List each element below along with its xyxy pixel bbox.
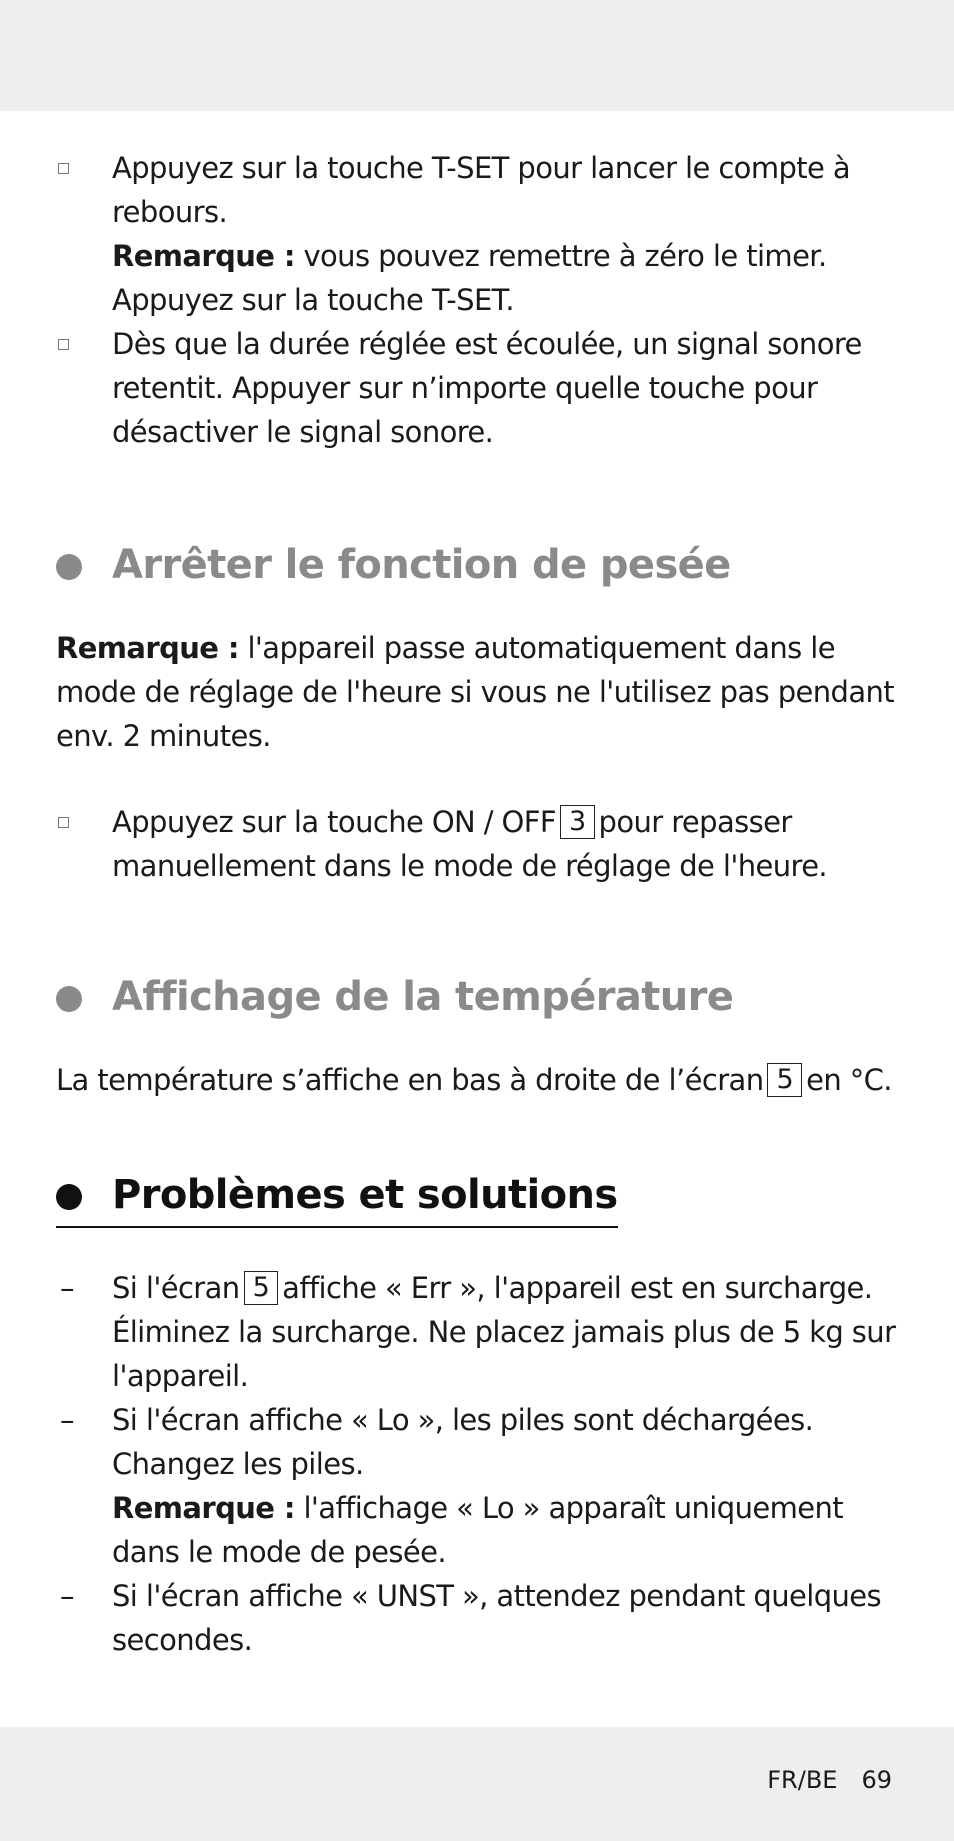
heading-text: Problèmes et solutions <box>112 1172 618 1218</box>
dash-bullet: – <box>60 1271 74 1305</box>
list-item-err <box>56 1266 912 1398</box>
note-label: Remarque : <box>112 1491 295 1525</box>
note-auto-mode <box>56 626 912 758</box>
step-text: Dès que la durée réglée est écoulée, un signal sonore retentit. Appuyer sur n’importe quelle touche pour désactiver le signal sonore. <box>112 327 862 449</box>
item-text-post: affiche « Err », l'appareil est en surcharge. Éliminez la surcharge. Ne placez jamais plus de 5 kg sur l'appareil. <box>112 1271 896 1393</box>
note-label: Remarque : <box>112 239 295 273</box>
section-heading-troubleshooting <box>56 1170 618 1228</box>
list-item-lo <box>56 1398 912 1574</box>
step-text-post: pour repasser manuellement dans le mode de réglage de l'heure. <box>112 805 828 883</box>
reference-number: 5 <box>244 1271 279 1305</box>
text-pre: La température s’affiche en bas à droite de l’écran <box>56 1063 764 1097</box>
temperature-text <box>56 1058 912 1102</box>
section-heading-temperature <box>56 972 912 1022</box>
dash-bullet: – <box>60 1403 74 1437</box>
list-item-unst <box>56 1574 912 1662</box>
note-text: vous pouvez remettre à zéro le timer. Appuyez sur la touche T-SET. <box>112 239 827 317</box>
bullet-dot-icon <box>56 1184 82 1210</box>
note-label: Remarque : <box>56 631 239 665</box>
step-signal <box>56 322 912 454</box>
item-text-pre: Si l'écran <box>112 1271 240 1305</box>
bullet-dot-icon <box>56 554 82 580</box>
checkbox-bullet-icon <box>58 163 69 174</box>
item-text: Si l'écran affiche « Lo », les piles sont déchargées. Changez les piles. <box>112 1403 814 1481</box>
reference-number: 5 <box>767 1063 802 1097</box>
page-footer <box>767 1733 892 1827</box>
step-tset <box>56 146 912 322</box>
language-code: FR/BE <box>767 1766 838 1794</box>
note-text: l'appareil passe automatiquement dans le mode de réglage de l'heure si vous ne l'utilisez pas pendant env. 2 minutes. <box>56 631 895 753</box>
reference-number: 3 <box>560 805 595 839</box>
item-text: Si l'écran affiche « UNST », attendez pendant quelques secondes. <box>112 1579 882 1657</box>
section-heading-stop-weighing <box>56 540 912 590</box>
note-text: l'affichage « Lo » apparaît uniquement dans le mode de pesée. <box>112 1491 844 1569</box>
heading-text: Arrêter le fonction de pesée <box>112 542 731 588</box>
text-post: en °C. <box>806 1063 892 1097</box>
step-on-off <box>56 800 912 888</box>
step-text: Appuyez sur la touche T-SET pour lancer le compte à rebours. <box>112 151 851 229</box>
heading-text: Affichage de la température <box>112 974 734 1020</box>
checkbox-bullet-icon <box>58 817 69 828</box>
checkbox-bullet-icon <box>58 339 69 350</box>
dash-bullet: – <box>60 1579 74 1613</box>
page-number: 69 <box>861 1766 892 1794</box>
bullet-dot-icon <box>56 986 82 1012</box>
page-content <box>56 0 912 1662</box>
step-text-pre: Appuyez sur la touche ON / OFF <box>112 805 556 839</box>
